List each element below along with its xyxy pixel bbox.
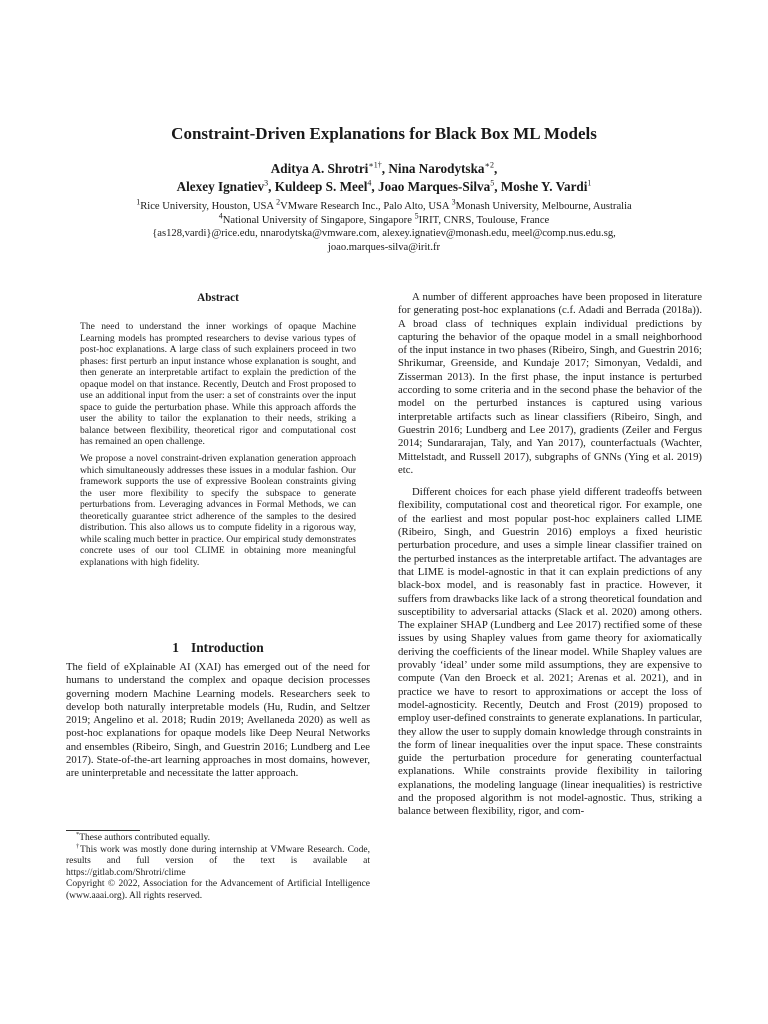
abstract-paragraph: We propose a novel constraint-driven explanation generation approach which simultaneously addresses these issues in a modular fashion. Our framework supports the use of expressive Boolean constraints giving the user more flexibility to specify the subspace to generate perturbations from. Leveraging advances in Formal Methods, we can theoretically guarantee strict adherence of the samples to the desired distribution. This also allows us to compute fidelity in a rigorous way, while scaling much better in practice. Our empirical study demonstrates concrete uses of our tool CLIME in obtaining more meaningful explanations with high fidelity. [80,453,356,568]
abstract-paragraph: The need to understand the inner workings of opaque Machine Learning models has prompted researchers to devise various types of post-hoc explanations. A large class of such explainers proceed in two phases: first perturb an input instance whose explanation is sought, and then generate an interpretable artifact to explain the prediction of the opaque model on that instance. Recently, Deutch and Frost proposed to use an additional input from the user: a set of constraints over the input space to guide the perturbation phase. While this approach affords the user the ability to tailor the explanation to their needs, striking a balance between flexibility, theoretical rigor and computational cost has remained an open challenge. [80,321,356,448]
affiliation-text: IRIT, CNRS, Toulouse, France [418,214,550,226]
affiliation-line-1 [0,197,768,214]
author-name: Alexey Ignatiev [176,178,265,194]
affiliation-text: Monash University, Melbourne, Australia [455,201,632,212]
affiliation-marker: 4 [218,210,223,220]
body-paragraph: A number of different approaches have been proposed in literature for generating post-hoc explanations (c.f. Adadi and Berrada (2018a)). A broad class of techniques explain individual predictions by capturing the behavior of the opaque model in a small neighborhood of the input instance in two phases (Ribeiro, Singh, and Guestrin 2016; Shrikumar, Greenside, and Kundaje 2017; Simonyan, Vedaldi, and Zisserman 2013). In the first phase, the input instance is perturbed according to some criteria and in the second phase the behavior of the model on the perturbed instances is captured using various interpretable artifacts such as linear classifiers (Ribeiro, Singh, and Guestrin 2016; Lundberg and Lee 2017), gradients (Zeiler and Fergus 2014; Sundararajan, Taly, and Yan 2017), counterfactuals (Wachter, Mittelstadt, and Russell 2017), subgraphs of GNNs (Ying et al. 2019) etc. [398,291,702,476]
author-name: Moshe Y. Vardi [500,178,588,194]
section-title: Introduction [191,640,264,655]
footnote [66,842,371,880]
intro-right-column [398,291,702,828]
abstract-body [80,321,356,573]
affiliation-marker: 5 [414,210,419,220]
affiliation-marker: 3 [451,197,456,207]
author-name: Joao Marques-Silva [378,178,491,194]
affiliations [0,197,768,254]
footnote-marker: * [76,830,80,838]
author-name: Kuldeep S. Meel [274,178,368,194]
author-line-1: Aditya A. Shrotri$^{∗1\dagger}$, Nina Narodytska$^{∗2}$, [270,160,498,176]
email-line-2: joao.marques-silva@irit.fr [327,241,441,253]
body-paragraph: Different choices for each phase yield different tradeoffs between flexibility, computational cost and theoretical rigor. For example, one of the earliest and most popular post-hoc explainers called LIME (Ribeiro, Singh, and Guestrin 2016) employs a fixed heuristic perturbation procedure, and uses a simple linear classifier trained on the perturbed instances as the interpretable artifact. The advantages are that LIME is model-agnostic in that it can explain predictions of any black-box model, and is reasonably fast in practice. However, it suffers from drawbacks like lack of a strong theoretical foundation and susceptibility to adversarial attacks (Slack et al. 2020) among others. The explainer SHAP (Lundberg and Lee 2017) rectified some of these issues by using Shapley values from game theory for axiomatically deriving the coefficients of the linear model. While Shapley values are provably ‘ideal’ under some mild assumptions, they are expensive to compute (Van den Broeck et al. 2021; Arenas et al. 2021), and in practice we have to resort to approximations or accept the loss of model-agnosticity. Recently, Deutch and Frost (2019) proposed to employ user-defined constraints to generate explanations. In particular, they allow the user to supply domain knowledge through constraints in the form of linear inequalities over the input space. These constraints guide the perturbation procedure for generating counterfactual explanations. While constraints provide flexibility in tailoring explanations, the modeling language (linear inequalities) is restrictive and the proposed algorithm is not model-agnostic. Thus, striking a balance between flexibility, rigor, and com- [398,486,702,818]
author-marker: ∗1† [368,160,382,170]
author-marker: 4 [367,178,372,188]
footnote [66,830,370,845]
abstract-heading: Abstract [197,292,239,304]
copyright-notice: Copyright © 2022, Association for the Advancement of Artificial Intelligence (www.aaai.org). All rights reserved. [66,879,370,901]
section-number: 1 [172,640,179,655]
footnote-text: These authors contributed equally. [79,833,211,843]
author-name: Nina Narodytska [388,161,485,176]
email-line-1: {as128,vardi}@rice.edu, nnarodytska@vmware.com, alexey.ignatiev@monash.edu, meel@comp.nus.edu.sg, [152,228,616,239]
affiliation-line-2 [0,210,768,228]
affiliation-marker: 2 [276,197,281,207]
paper-title: Constraint-Driven Explanations for Black Box ML Models [171,124,597,143]
intro-left-column [66,661,370,781]
footnote-text: This work was mostly done during internship at VMware Research. Code, results and full version of the text is available at https://gitlab.com/Shrotri/clime [66,844,371,878]
author-marker: 1 [587,178,592,188]
affiliation-text: Rice University, Houston, USA [140,201,277,212]
body-paragraph: The field of eXplainable AI (XAI) has emerged out of the need for humans to understand the complex and opaque decision processes governing modern Machine Learning models. Researchers seek to develop both naturally interpretable models (Hu, Rudin, and Seltzer 2019; Angelino et al. 2018; Rudin 2019; Avellaneda 2020) as well as post-hoc explanations for opaque models like Deep Neural Networks and ensembles (Ribeiro, Singh, and Guestrin 2016; Lundberg and Lee 2017). State-of-the-art learning approaches in most domains, however, are uninterpretable and necessitate the latter approach. [66,661,370,780]
author-line-2: Alexey Ignatiev$^3$, Kuldeep S. Meel$^4$, Joao Marques-Silva$^5$, Moshe Y. Vardi$^1$ [176,178,592,194]
author-name: Aditya A. Shrotri [270,161,369,176]
affiliation-marker: 1 [136,197,141,207]
section-heading-introduction [66,640,370,656]
author-marker: ∗2 [484,160,494,170]
affiliation-text: VMware Research Inc., Palo Alto, USA [280,201,452,212]
author-list [0,160,768,195]
author-marker: 3 [264,178,269,188]
footnote-marker: † [76,842,81,850]
affiliation-text: National University of Singapore, Singapore [222,214,415,226]
author-marker: 5 [490,178,495,188]
footnotes [66,830,371,903]
